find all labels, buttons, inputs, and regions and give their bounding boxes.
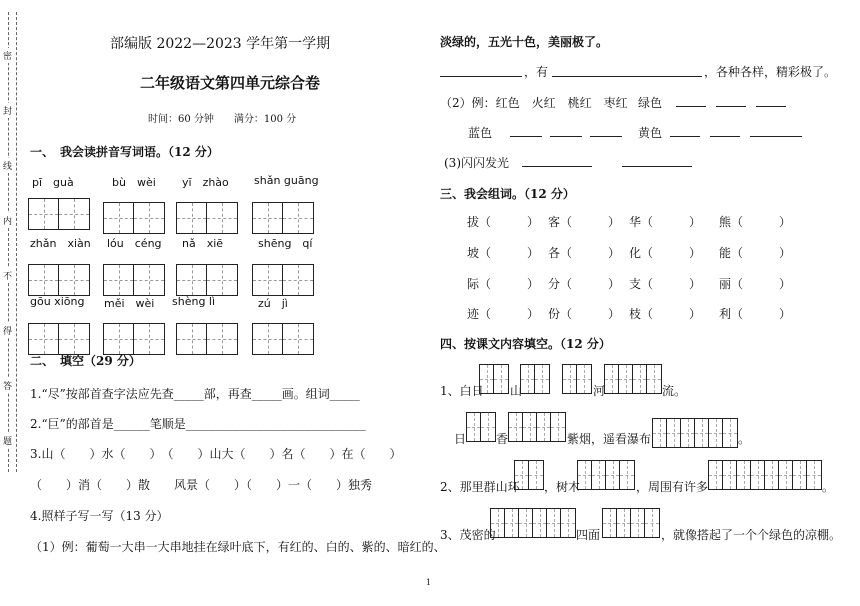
writing-grid[interactable]	[28, 264, 90, 296]
word-item: 支（ ）	[629, 277, 702, 291]
text-line: 2、那里群山环	[440, 480, 520, 494]
fill-grid[interactable]	[602, 508, 660, 538]
poem-text: 紫烟，遥看瀑布	[567, 432, 652, 446]
word-item: 各（ ）	[548, 246, 621, 260]
margin-char: 线	[3, 158, 12, 173]
writing-grid[interactable]	[176, 202, 238, 234]
writing-grid[interactable]	[252, 264, 314, 296]
question-2-3b: （ ）消（ ）散 风景（ ）（ ）一（ ）独秀	[30, 478, 373, 492]
word-item: 熊（ ）	[719, 215, 792, 229]
poem-text: 日	[454, 432, 467, 446]
pattern-text: ，各种各样，精彩极了。	[704, 65, 837, 79]
fill-grid[interactable]	[562, 364, 592, 394]
text-line: ，就像搭起了一个个绿色的凉棚。	[661, 528, 842, 542]
question-2-4: 4.照样子写一写（13 分）	[30, 509, 169, 523]
word-item: 枝（ ）	[629, 307, 702, 321]
pinyin: zhǎn xiàn	[30, 237, 91, 250]
pinyin: zú jì	[258, 297, 288, 310]
writing-grid[interactable]	[103, 202, 165, 234]
text-line: 。	[822, 480, 835, 494]
fill-grid[interactable]	[577, 460, 635, 490]
answer-line[interactable]	[622, 166, 692, 167]
question-2-1: 1.“尽”按部首查字法应先查_____部，再查_____画。组词_____	[30, 387, 360, 401]
fill-grid[interactable]	[514, 460, 544, 490]
example-continuation: 淡绿的，五光十色，美丽极了。	[440, 35, 609, 49]
margin-char: 题	[3, 433, 12, 448]
pinyin: shèng lì	[172, 295, 216, 308]
poem-text: 河	[593, 384, 606, 398]
question-2-2: 2.“巨”的部首是______笔顺是______________________________	[30, 417, 366, 431]
fill-grid[interactable]	[520, 364, 550, 394]
answer-line[interactable]	[550, 136, 582, 137]
answer-line[interactable]	[716, 106, 746, 107]
poem-text: 。	[738, 432, 751, 446]
writing-grid[interactable]	[252, 202, 314, 234]
pinyin: shǎn guāng	[254, 174, 319, 187]
answer-line[interactable]	[756, 106, 786, 107]
text-line: ，周围有许多	[636, 480, 709, 494]
answer-line[interactable]	[670, 136, 700, 137]
pinyin: pī guà	[32, 176, 74, 189]
pinyin: shēng qí	[258, 237, 313, 250]
word-item: 利（ ）	[719, 307, 792, 321]
fill-grid[interactable]	[508, 412, 566, 442]
word-item: 丽（ ）	[719, 277, 792, 291]
fill-grid[interactable]	[479, 364, 509, 394]
exam-meta: 时间：60 分钟 满分：100 分	[148, 114, 297, 125]
section4-title: 四、按课文内容填空。（12 分）	[440, 337, 611, 351]
word-item: 际（ ）	[467, 277, 540, 291]
margin-char: 得	[3, 323, 12, 338]
pinyin: gōu xiōng	[30, 295, 85, 308]
answer-line[interactable]	[676, 106, 706, 107]
poem-text: 流。	[662, 384, 687, 398]
pinyin: yī zhào	[182, 176, 229, 189]
question-2-4-1: （1）例：葡萄一大串一大串地挂在绿叶底下，有红的、白的、紫的、暗红的、	[30, 540, 446, 554]
section1-title: 一、 我会读拼音写词语。（12 分）	[30, 145, 219, 159]
binding-dashed-line-inner	[16, 12, 17, 472]
margin-char: 答	[3, 378, 12, 393]
word-item: 化（ ）	[629, 246, 702, 260]
word-item: 份（ ）	[548, 307, 621, 321]
exam-title: 二年级语文第四单元综合卷	[140, 74, 321, 92]
question-2-3a: 3.山（ ）水（ ） （ ）山大（ ）名（ ）在（ ）	[30, 447, 402, 461]
writing-grid[interactable]	[176, 323, 238, 355]
fill-grid[interactable]	[490, 508, 576, 538]
answer-line[interactable]	[440, 76, 522, 77]
word-item: 迹（ ）	[467, 307, 540, 321]
page-number: 1	[426, 578, 432, 587]
pinyin: nǎ xiē	[182, 237, 224, 250]
answer-line[interactable]	[750, 136, 802, 137]
fill-grid[interactable]	[466, 412, 496, 442]
poem-text: 山	[510, 384, 523, 398]
color-label: 黄色	[638, 126, 663, 140]
pattern-text: ，有	[524, 65, 549, 79]
word-item: 坡（ ）	[467, 246, 540, 260]
section3-title: 三、我会组词。（12 分）	[440, 187, 575, 201]
writing-grid[interactable]	[176, 264, 238, 296]
fill-grid[interactable]	[652, 418, 738, 448]
margin-char: 封	[3, 103, 12, 118]
answer-line[interactable]	[590, 136, 622, 137]
word-item: 能（ ）	[719, 246, 792, 260]
poem-text: 1、白日	[440, 384, 484, 398]
answer-line[interactable]	[510, 136, 542, 137]
answer-line[interactable]	[710, 136, 740, 137]
word-item: 拔（ ）	[467, 215, 540, 229]
poem-text: 香	[496, 432, 509, 446]
color-label: 绿色	[638, 96, 663, 110]
answer-line[interactable]	[552, 76, 702, 77]
text-line: ，树木	[544, 480, 581, 494]
pinyin: bù wèi	[112, 176, 156, 189]
writing-grid[interactable]	[28, 198, 90, 230]
word-item: 分（ ）	[548, 277, 621, 291]
answer-line[interactable]	[522, 166, 592, 167]
section2-title: 二、 填空（29 分）	[30, 354, 141, 368]
color-label: 蓝色	[468, 126, 493, 140]
pinyin: lóu céng	[107, 237, 162, 250]
text-line: 3、茂密的	[440, 528, 496, 542]
writing-grid[interactable]	[103, 264, 165, 296]
margin-char: 不	[3, 268, 12, 283]
fill-grid[interactable]	[604, 364, 662, 394]
fill-grid[interactable]	[708, 460, 822, 490]
binding-dashed-line-outer	[8, 12, 9, 472]
pinyin: měi wèi	[104, 297, 155, 310]
example-colors: （2）例：红色 火红 桃红 枣红	[440, 96, 628, 110]
word-item: 华（ ）	[629, 215, 702, 229]
question-3-sample: (3)闪闪发光	[444, 156, 509, 170]
term-title: 部编版 2022—2023 学年第一学期	[110, 36, 331, 52]
margin-char: 内	[3, 213, 12, 228]
text-line: 四面	[576, 528, 601, 542]
margin-char: 密	[3, 48, 12, 63]
writing-grid[interactable]	[28, 323, 90, 355]
word-item: 客（ ）	[548, 215, 621, 229]
writing-grid[interactable]	[252, 323, 314, 355]
writing-grid[interactable]	[103, 323, 165, 355]
